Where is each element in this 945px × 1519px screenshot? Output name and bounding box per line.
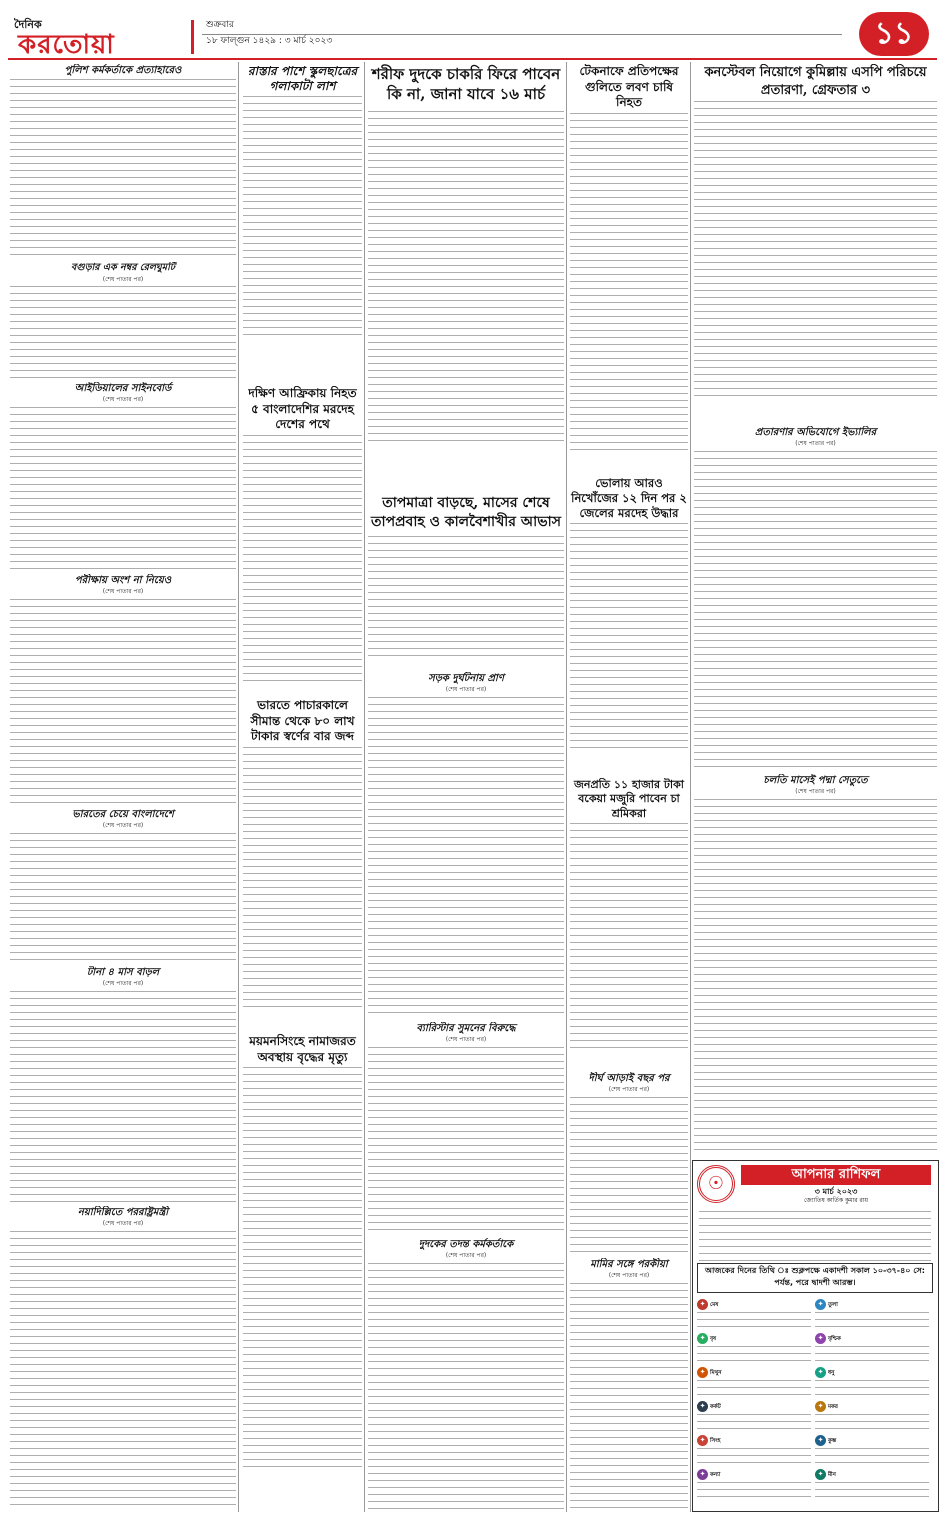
story-headline: প্রতারণার অভিযোগে ইভ্যালির bbox=[754, 427, 877, 438]
story-body bbox=[243, 747, 362, 1011]
story-body bbox=[10, 79, 236, 259]
zodiac-sign-name: মিথুন bbox=[710, 1370, 722, 1376]
story-body bbox=[368, 1047, 564, 1236]
zodiac-sign-icon: ✦ bbox=[815, 1401, 826, 1412]
story-ideal bbox=[10, 382, 236, 572]
continued-note: (শেষ পাতার পর) bbox=[608, 1086, 650, 1094]
issue-date: ১৮ ফাল্গুন ১৪২৯ : ৩ মার্চ ২০২৩ bbox=[206, 36, 333, 46]
story-accident bbox=[368, 672, 564, 1018]
story-body bbox=[694, 451, 937, 772]
zodiac-entry bbox=[815, 1333, 929, 1365]
story-fraud bbox=[694, 426, 937, 772]
continued-note: (শেষ পাতার পর) bbox=[445, 1036, 487, 1044]
continued-note: (শেষ পাতার পর) bbox=[102, 275, 144, 283]
continued-note: (শেষ পাতার পর) bbox=[102, 1220, 144, 1228]
story-dudok bbox=[368, 1238, 564, 1510]
zodiac-forecast bbox=[815, 1312, 929, 1332]
zodiac-sign-name: বৃষ bbox=[710, 1336, 717, 1342]
continued-note: (শেষ পাতার পর) bbox=[102, 588, 144, 596]
zodiac-entry bbox=[697, 1299, 811, 1331]
story-headline: শরীফ দুদকে চাকরি ফিরে পাবেন কি না, জানা যাবে ১৬ মার্চ bbox=[371, 65, 561, 104]
story-headline: বগুড়ার এক নম্বর রেলঘুমটি bbox=[71, 262, 175, 273]
horoscope-box bbox=[692, 1160, 939, 1512]
story-body bbox=[243, 96, 362, 336]
masthead-divider bbox=[191, 20, 194, 54]
story-body bbox=[243, 435, 362, 685]
story-headline: চলতি মাসেই পদ্মা সেতুতে bbox=[763, 775, 868, 786]
zodiac-sign-name: সিংহ bbox=[710, 1438, 721, 1444]
story-body bbox=[570, 1283, 688, 1510]
story-body bbox=[368, 1263, 564, 1510]
zodiac-entry bbox=[697, 1401, 811, 1433]
zodiac-sign-icon: ✦ bbox=[815, 1469, 826, 1480]
zodiac-entry bbox=[815, 1299, 929, 1331]
story-fishermen bbox=[570, 476, 688, 776]
zodiac-sign-name: মীন bbox=[828, 1472, 836, 1478]
story-body bbox=[694, 799, 937, 1154]
brand-small: দৈনিক bbox=[14, 18, 42, 31]
zodiac-sign-name: মকর bbox=[828, 1404, 838, 1410]
zodiac-wheel-icon: ☉ bbox=[697, 1165, 735, 1203]
zodiac-sign-icon: ✦ bbox=[697, 1299, 708, 1310]
continued-note: (শেষ পাতার পর) bbox=[102, 396, 144, 404]
zodiac-forecast bbox=[697, 1346, 811, 1366]
story-body bbox=[368, 111, 564, 441]
zodiac-forecast bbox=[697, 1482, 811, 1502]
story-student bbox=[243, 64, 362, 384]
story-headline: কনস্টেবল নিয়োগে কুমিল্লায় এসপি পরিচয়ে প্রতারণা, গ্রেফতার ৩ bbox=[704, 65, 927, 98]
story-headline: পরীক্ষায় অংশ না নিয়েও bbox=[74, 575, 172, 586]
continued-note: (শেষ পাতার পর) bbox=[445, 686, 487, 694]
story-headline: দক্ষিণ আফ্রিকায় নিহত ৫ বাংলাদেশির মরদেহ দেশের পথে bbox=[248, 386, 357, 432]
story-body bbox=[570, 823, 688, 1053]
story-railway bbox=[10, 262, 236, 380]
horoscope-author: জ্যোতিষ কার্তিক কুমার রায় bbox=[803, 1197, 869, 1204]
story-exam bbox=[10, 574, 236, 806]
zodiac-forecast bbox=[815, 1346, 929, 1366]
zodiac-sign-name: ধনু bbox=[828, 1370, 835, 1376]
story-headline: ব্যারিস্টার সুমনের বিরুদ্ধে bbox=[416, 1023, 516, 1034]
zodiac-forecast bbox=[815, 1448, 929, 1468]
zodiac-sign-icon: ✦ bbox=[697, 1401, 708, 1412]
story-headline: পুলিশ কর্মকর্তাকে প্রত্যাহারেও bbox=[64, 65, 182, 76]
story-body bbox=[570, 1097, 688, 1256]
zodiac-sign-name: কুম্ভ bbox=[828, 1438, 837, 1444]
zodiac-forecast bbox=[815, 1482, 929, 1502]
zodiac-entry bbox=[815, 1469, 929, 1501]
story-headline: মামির সঙ্গে পরকীয়া bbox=[590, 1259, 668, 1270]
story-mymensingh bbox=[243, 1034, 362, 1510]
tithi-box: আজকের দিনের তিথি ঃ শুক্লপক্ষে একাদশী সকাল ১০-৩৭-৪০ সে: পর্যন্ত, পরে দ্বাদশী আরম্ভ। bbox=[697, 1263, 933, 1293]
story-headline: রাস্তার পাশে স্কুলছাত্রের গলাকাটা লাশ bbox=[247, 64, 358, 93]
story-body bbox=[570, 523, 688, 753]
column-rule bbox=[238, 62, 239, 1512]
story-constable bbox=[694, 64, 937, 424]
zodiac-forecast bbox=[697, 1414, 811, 1434]
story-headline: দুদকের তদন্ত কর্মকর্তাকে bbox=[418, 1239, 514, 1250]
continued-note: (শেষ পাতার পর) bbox=[102, 822, 144, 830]
story-longlife bbox=[570, 1072, 688, 1256]
zodiac-sign-icon: ✦ bbox=[815, 1333, 826, 1344]
story-headline: ভারতে পাচারকালে সীমান্ত থেকে ৮০ লাখ টাকার স্বর্ণের বার জব্দ bbox=[250, 698, 355, 744]
story-body bbox=[368, 697, 564, 1018]
story-taka bbox=[10, 966, 236, 1204]
masthead bbox=[8, 8, 937, 60]
story-africa bbox=[243, 386, 362, 696]
story-headline: ভারতের চেয়ে বাংলাদেশে bbox=[72, 809, 174, 820]
story-body bbox=[10, 407, 236, 572]
zodiac-forecast bbox=[697, 1312, 811, 1332]
page-number-badge: ১১ bbox=[859, 12, 929, 56]
zodiac-sign-icon: ✦ bbox=[697, 1435, 708, 1446]
issue-day: শুক্রবার bbox=[206, 20, 234, 30]
story-headline: টানা ৪ মাস বাড়ল bbox=[86, 967, 160, 978]
zodiac-entry bbox=[815, 1367, 929, 1399]
story-body bbox=[10, 286, 236, 380]
story-body bbox=[10, 833, 236, 964]
zodiac-forecast bbox=[697, 1380, 811, 1400]
horoscope-title: আপনার রাশিফল bbox=[741, 1165, 931, 1185]
story-body bbox=[570, 113, 688, 453]
zodiac-sign-name: বৃশ্চিক bbox=[828, 1336, 841, 1342]
story-nayapalli bbox=[10, 1206, 236, 1510]
story-barrister bbox=[368, 1022, 564, 1236]
story-temperature bbox=[368, 494, 564, 670]
zodiac-entry bbox=[815, 1401, 929, 1433]
story-sharif bbox=[368, 64, 564, 488]
zodiac-entry bbox=[697, 1367, 811, 1399]
column-rule bbox=[364, 62, 365, 1512]
horoscope-intro bbox=[699, 1211, 931, 1261]
continued-note: (শেষ পাতার পর) bbox=[608, 1272, 650, 1280]
zodiac-sign-name: মেষ bbox=[710, 1302, 719, 1308]
zodiac-sign-icon: ✦ bbox=[697, 1367, 708, 1378]
zodiac-sign-icon: ✦ bbox=[815, 1367, 826, 1378]
zodiac-sign-name: কর্কট bbox=[710, 1404, 721, 1410]
story-headline: আইডিয়ালের সাইনবোর্ড bbox=[74, 383, 172, 394]
story-india bbox=[10, 808, 236, 964]
story-headline: ময়মনসিংহে নামাজরত অবস্থায় বৃদ্ধের মৃত্যু bbox=[249, 1034, 356, 1064]
story-headline: ভোলায় আরও নিখোঁজের ১২ দিন পর ২ জেলের মরদেহ উদ্ধার bbox=[571, 476, 687, 520]
zodiac-entry bbox=[815, 1435, 929, 1467]
story-padma bbox=[694, 774, 937, 1154]
story-body bbox=[10, 991, 236, 1204]
horoscope-date: ৩ মার্চ ২০২৩ bbox=[814, 1187, 858, 1196]
story-teknaf bbox=[570, 64, 688, 474]
zodiac-sign-icon: ✦ bbox=[697, 1469, 708, 1480]
story-headline: তাপমাত্রা বাড়ছে, মাসের শেষে তাপপ্রবাহ ও কালবৈশাখীর আভাস bbox=[371, 495, 561, 530]
zodiac-entry bbox=[697, 1469, 811, 1501]
zodiac-entry bbox=[697, 1435, 811, 1467]
story-wage bbox=[570, 778, 688, 1070]
story-body bbox=[10, 599, 236, 806]
story-headline: জনপ্রতি ১১ হাজার টাকা বকেয়া মজুরি পাবেন চা শ্রমিকরা bbox=[574, 778, 684, 820]
masthead-rule bbox=[202, 34, 842, 35]
story-headline: সড়ক দুর্ঘটনায় প্রাণ bbox=[428, 673, 504, 684]
continued-note: (শেষ পাতার পর) bbox=[102, 980, 144, 988]
zodiac-sign-icon: ✦ bbox=[815, 1435, 826, 1446]
story-headline: দীর্ঘ আড়াই বছর পর bbox=[588, 1073, 670, 1084]
zodiac-forecast bbox=[815, 1380, 929, 1400]
continued-note: (শেষ পাতার পর) bbox=[795, 788, 836, 796]
story-body bbox=[368, 536, 564, 656]
zodiac-sign-icon: ✦ bbox=[815, 1299, 826, 1310]
zodiac-sign-name: তুলা bbox=[828, 1302, 838, 1308]
zodiac-entry bbox=[697, 1333, 811, 1365]
story-body bbox=[10, 1231, 236, 1510]
story-headline: নয়াদিল্লিতে পররাষ্ট্রমন্ত্রী bbox=[77, 1207, 169, 1218]
zodiac-forecast bbox=[815, 1414, 929, 1434]
zodiac-grid bbox=[697, 1299, 933, 1505]
story-body bbox=[694, 101, 937, 401]
story-smuggle bbox=[243, 698, 362, 1032]
continued-note: (শেষ পাতার পর) bbox=[445, 1252, 487, 1260]
story-headline: টেকনাফে প্রতিপক্ষের গুলিতে লবণ চাষি নিহত bbox=[579, 64, 679, 110]
zodiac-sign-icon: ✦ bbox=[697, 1333, 708, 1344]
story-body bbox=[243, 1067, 362, 1467]
continued-note: (শেষ পাতার পর) bbox=[795, 440, 836, 448]
zodiac-sign-name: কন্যা bbox=[710, 1472, 721, 1478]
column-rule bbox=[566, 62, 567, 1512]
story-mamis bbox=[570, 1258, 688, 1510]
story-police bbox=[10, 64, 236, 260]
brand-logo: করতোয়া bbox=[18, 30, 115, 60]
column-rule bbox=[690, 62, 691, 1512]
horoscope-header bbox=[693, 1161, 938, 1205]
zodiac-forecast bbox=[697, 1448, 811, 1468]
